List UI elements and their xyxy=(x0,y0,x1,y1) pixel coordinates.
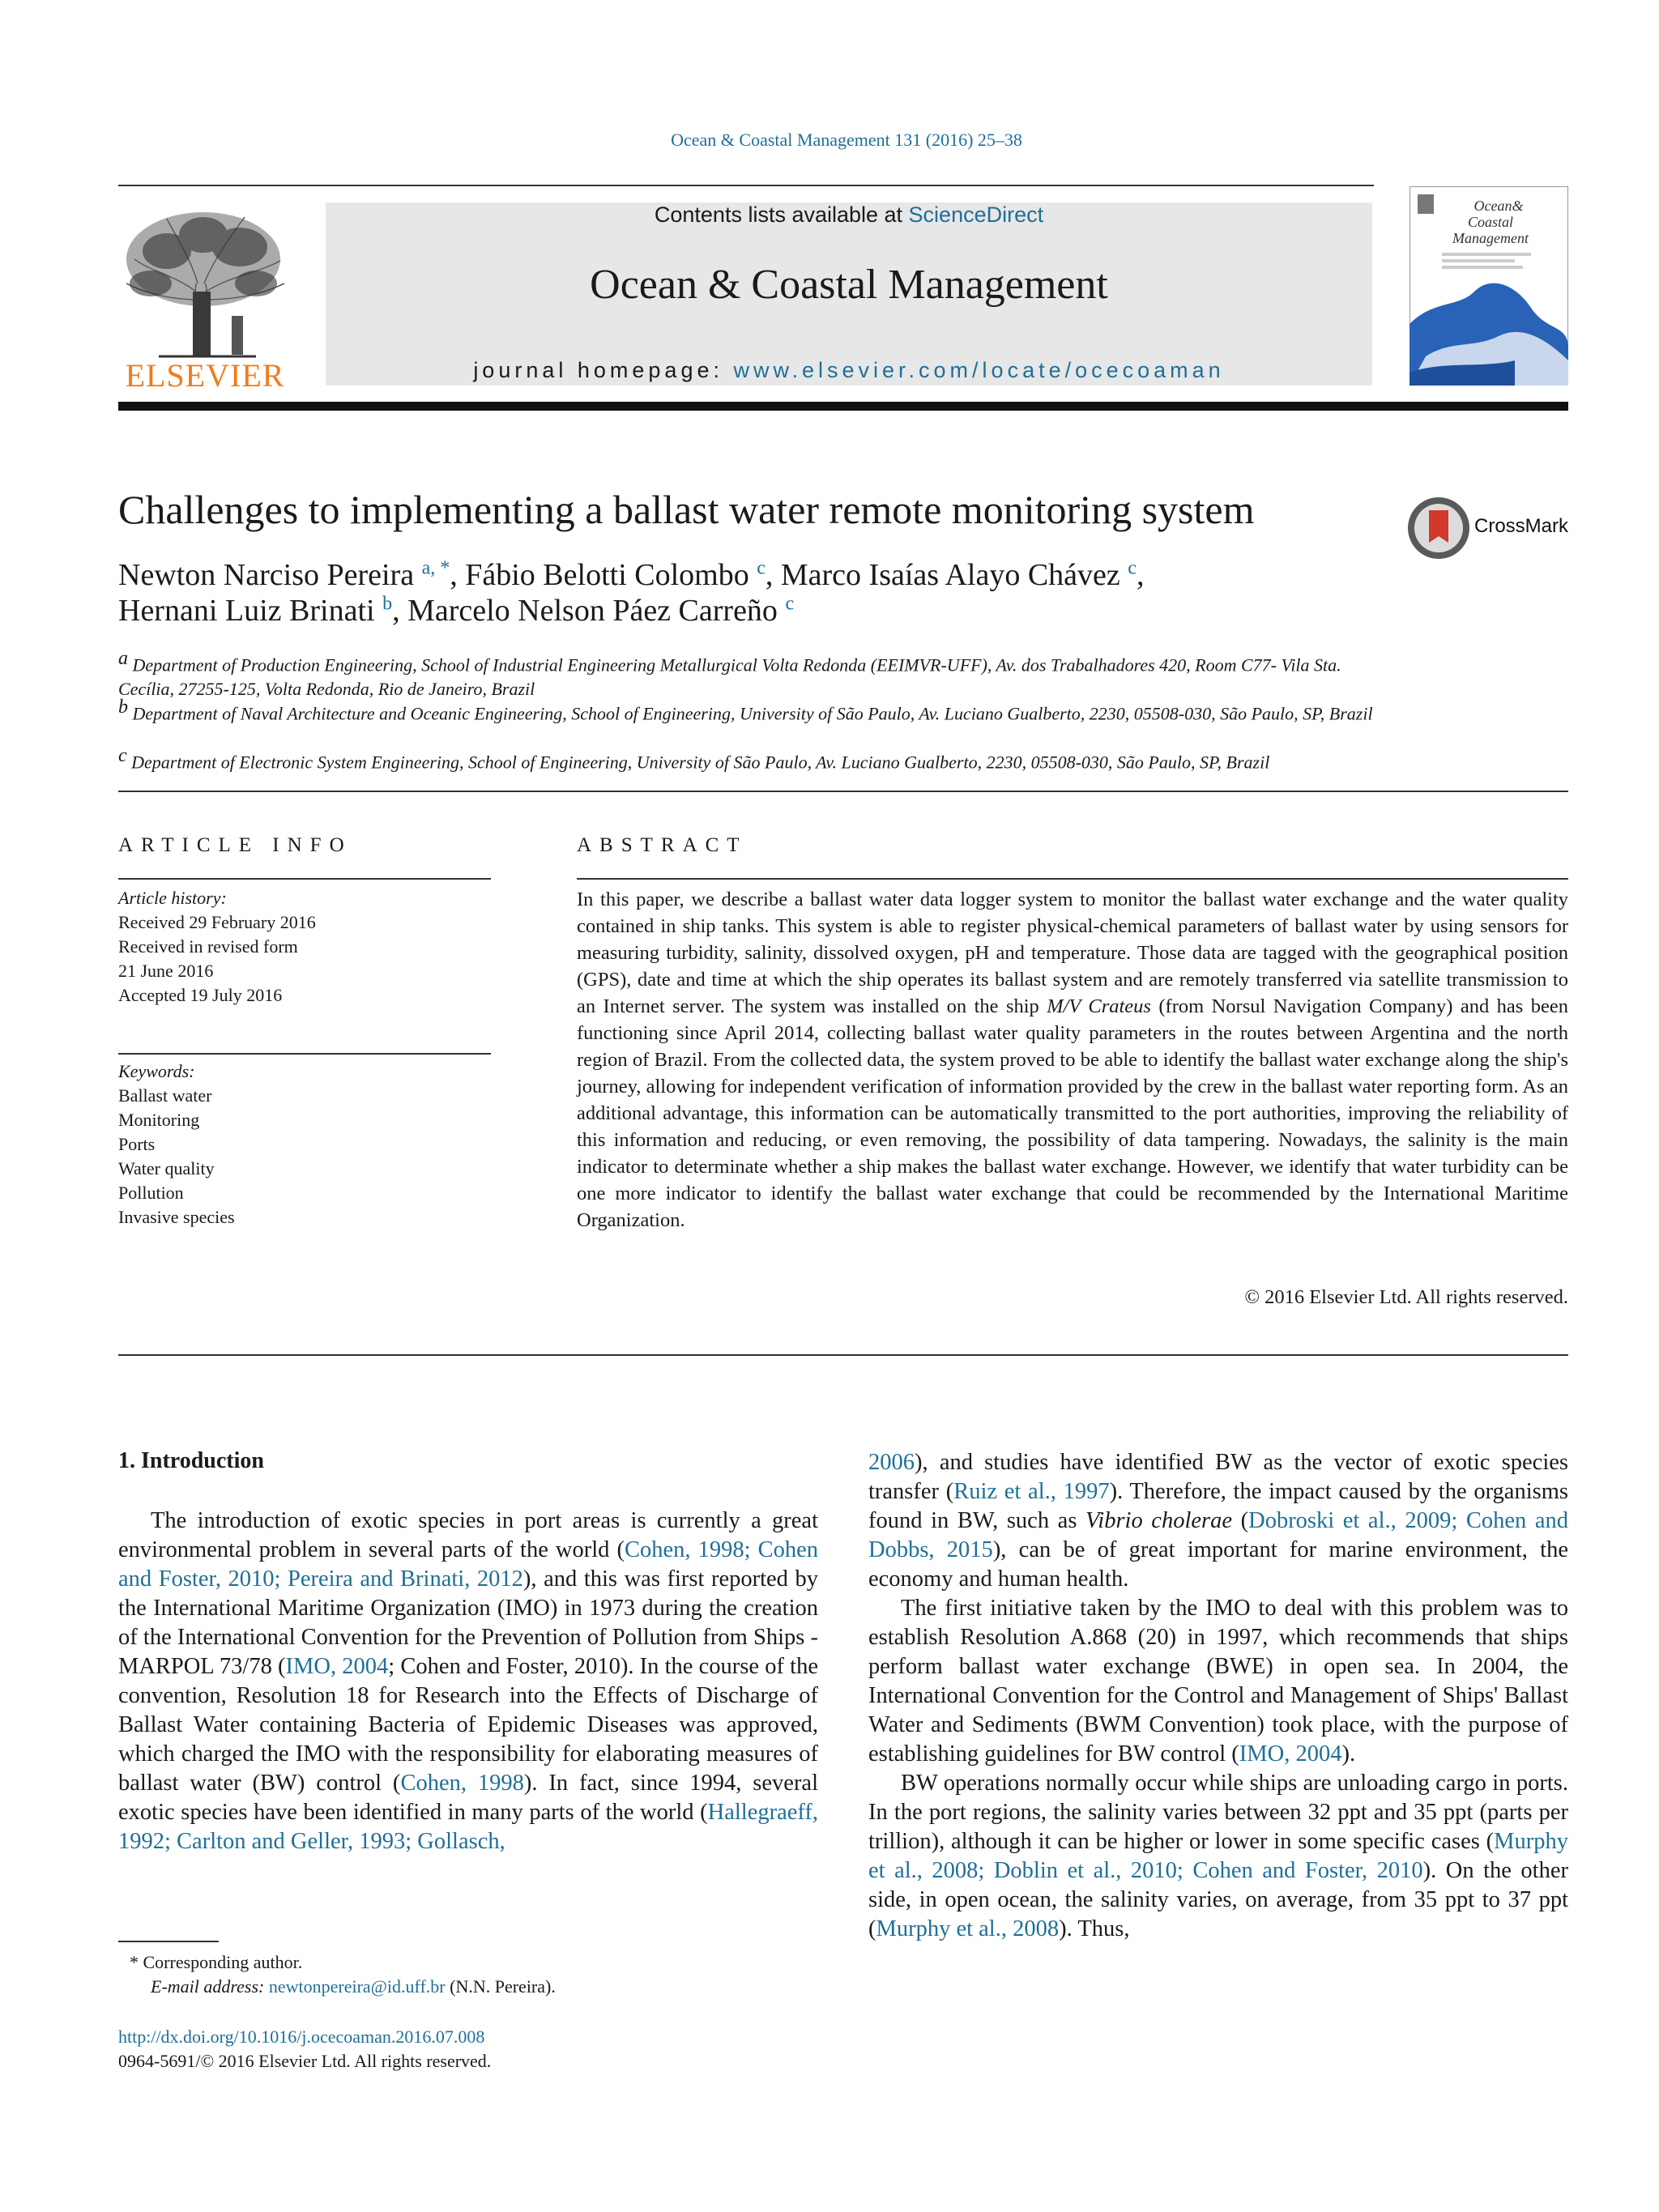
svg-text:Management: Management xyxy=(1452,230,1529,246)
section-rule xyxy=(118,791,1568,792)
citation-link[interactable]: Cohen, 1998 xyxy=(400,1771,524,1796)
svg-text:Ocean&: Ocean& xyxy=(1473,198,1524,214)
contents-available-line: Contents lists available at ScienceDirect xyxy=(654,202,1044,227)
citation-link[interactable]: Ruiz et al., 1997 xyxy=(953,1479,1110,1504)
authors-line-1: Newton Narciso Pereira $^{a, *}$, Fábio Belotti Colombo $^c$, Marco Isaías Alayo Chávez $^c$, xyxy=(118,557,1145,592)
citation-link[interactable]: Murphy et al., 2008; Doblin et al., 2010; Cohen and Foster, 2010 xyxy=(868,1829,1568,1883)
citation-link[interactable]: 2006 xyxy=(868,1450,915,1475)
abstract-copyright: © 2016 Elsevier Ltd. All rights reserved. xyxy=(1244,1286,1568,1308)
author-name[interactable]: Newton Narciso Pereira xyxy=(118,558,415,592)
citation-link[interactable]: Dobroski et al., 2009; Cohen and Dobbs, 2015 xyxy=(868,1508,1568,1562)
author-name[interactable]: Hernani Luiz Brinati xyxy=(118,594,375,628)
keyword-item: Invasive species xyxy=(118,1207,235,1227)
abstract-text: In this paper, we describe a ballast water data logger system to monitor the ballast water exchange and the water quality contained in ship tanks. This system is able to register physical-chemical parameters of ballast water by using sensors for measuring turbidity, salinity, dissolved oxygen, pH and temperature. Those data are tagged with the geographical position (GPS), date and time at which the ship operates its ballast system and are remotely transferred via satellite transmission to an Internet server. The system was installed on the ship M/V Crateus (from Norsul Navigation Company) and has been functioning since April 2014, collecting ballast water quality parameters in the routes between Argentina and the north region of Brazil. From the collected data, the system proved to be able to identify the ballast water exchange along the ship's journey, allowing for independent verification of information provided by the crew in the ballast water reporting form. As an additional advantage, this information can be automatically transmitted to the port authorities, improving the reliability of this information and reducing, or even removing, the possibility of data tampering. Nowadays, the salinity is the main indicator to determinate whether a ship makes the ballast water exchange. However, we identify that water turbidity can be one more indicator to identify the ballast water exchange that could be recommended by the International Maritime Organization. xyxy=(577,889,1568,1231)
history-item: Accepted 19 July 2016 xyxy=(118,985,283,1005)
citation-link[interactable]: Hallegraeff, 1992; Carlton and Geller, 1993; Gollasch, xyxy=(118,1800,818,1854)
citation-link[interactable]: IMO, 2004 xyxy=(1239,1741,1342,1767)
author-affiliation-mark[interactable]: c xyxy=(757,557,766,579)
author-name[interactable]: Marcelo Nelson Páez Carreño xyxy=(407,594,778,628)
article-history xyxy=(118,886,316,1008)
journal-title: Ocean & Coastal Management xyxy=(590,262,1108,308)
footnote-rule xyxy=(118,1941,219,1942)
citation-link[interactable]: Murphy et al., 2008 xyxy=(876,1916,1060,1941)
journal-citation-link[interactable]: Ocean & Coastal Management 131 (2016) 25–38 xyxy=(671,130,1022,150)
article-info-heading: ARTICLE INFO xyxy=(118,834,352,856)
affiliation-a: $^a$ Department of Production Engineering, School of Industrial Engineering Metallurgical Volta Redonda (EEIMVR-UFF), Av. dos Trabalhadores 420, Room C77- Vila Sta. Cecília, 27255-125, Volta Redonda, Rio de Janeiro, Brazil xyxy=(118,648,1341,700)
email-note: E-mail address: newtonpereira@id.uff.br (N.N. Pereira). xyxy=(151,1976,556,1997)
history-item: 21 June 2016 xyxy=(118,961,214,981)
authors-line-2: Hernani Luiz Brinati $^b$, Marcelo Nelson Páez Carreño $^c$ xyxy=(118,593,795,628)
keyword-item: Pollution xyxy=(118,1183,184,1203)
author-affiliation-mark[interactable]: a, * xyxy=(421,557,450,579)
journal-cover-image xyxy=(1410,186,1568,386)
crossmark-label: CrossMark xyxy=(1474,515,1569,537)
doi-link[interactable]: http://dx.doi.org/10.1016/j.ocecoaman.2016.07.008 xyxy=(118,2027,485,2047)
keyword-item: Ballast water xyxy=(118,1085,212,1106)
author-affiliation-mark[interactable]: c xyxy=(785,593,795,615)
author-name[interactable]: Marco Isaías Alayo Chávez xyxy=(780,558,1120,592)
body-column-right xyxy=(868,1448,1568,1944)
body-paragraph: 2006), and studies have identified BW as the vector of exotic species transfer (Ruiz et al., 1997). Therefore, the impact caused by the organisms found in BW, such as Vibrio cholerae (Dobroski et al., 2009; Cohen and Dobbs, 2015), can be of great important for marine environment, the economy and human health. xyxy=(868,1450,1568,1592)
issn-line: 0964-5691/© 2016 Elsevier Ltd. All rights reserved. xyxy=(118,2051,492,2071)
affiliation-b: $^b$ Department of Naval Architecture and Oceanic Engineering, School of Engineering, University of São Paulo, Av. Luciano Gualberto, 2230, 05508-030, São Paulo, SP, Brazil xyxy=(118,697,1373,724)
paper-title: Challenges to implementing a ballast water remote monitoring system xyxy=(118,487,1255,532)
citation-link[interactable]: IMO, 2004 xyxy=(285,1654,389,1679)
journal-homepage-line: journal homepage: www.elsevier.com/locate/ocecoaman xyxy=(473,358,1225,382)
body-paragraph: The first initiative taken by the IMO to deal with this problem was to establish Resolution A.868 (20) in 1997, which recommends that ships perform ballast water exchange (BWE) in open sea. In 2004, the International Convention for the Control and Management of Ships' Ballast Water and Sediments (BWM Convention) took place, with the purpose of establishing guidelines for BW control (IMO, 2004). xyxy=(868,1596,1568,1767)
header-thick-rule xyxy=(118,402,1568,411)
author-affiliation-mark[interactable]: b xyxy=(382,593,393,615)
author-affiliation-mark[interactable]: c xyxy=(1128,557,1137,579)
email-link[interactable]: newtonpereira@id.uff.br xyxy=(268,1976,446,1997)
body-paragraph: BW operations normally occur while ships are unloading cargo in ports. In the port regions, the salinity varies between 32 ppt and 35 ppt (parts per trillion), although it can be higher or lower in some specific cases (Murphy et al., 2008; Doblin et al., 2010; Cohen and Foster, 2010). On the other side, in open ocean, the salinity varies, on average, from 35 ppt to 37 ppt (Murphy et al., 2008). Thus, xyxy=(868,1771,1568,1941)
corresponding-author-note: * Corresponding author. xyxy=(130,1952,303,1972)
abstract-bottom-rule xyxy=(118,1354,1568,1356)
citation-link[interactable]: Cohen, 1998; Cohen and Foster, 2010; Pereira and Brinati, 2012 xyxy=(118,1537,818,1592)
sciencedirect-link[interactable]: ScienceDirect xyxy=(908,202,1044,227)
keyword-item: Ports xyxy=(118,1134,156,1154)
history-item: Received 29 February 2016 xyxy=(118,912,316,932)
history-item: Received in revised form xyxy=(118,936,298,957)
keywords-list xyxy=(118,1059,235,1230)
affiliation-c: $^c$ Department of Electronic System Engineering, School of Engineering, University of São Paulo, Av. Luciano Gualberto, 2230, 05508-030, São Paulo, SP, Brazil xyxy=(118,745,1270,773)
abstract-heading: ABSTRACT xyxy=(577,834,748,856)
body-paragraph: The introduction of exotic species in port areas is currently a great environmental problem in several parts of the world (Cohen, 1998; Cohen and Foster, 2010; Pereira and Brinati, 2012), and this was first reported by the International Maritime Organization (IMO) in 1973 during the creation of the International Convention for the Prevention of Pollution from Ships - MARPOL 73/78 (IMO, 2004; Cohen and Foster, 2010). In the course of the convention, Resolution 18 for Research into the Effects of Discharge of Ballast Water containing Bacteria of Epidemic Diseases was approved, which charged the IMO with the responsibility for elaborating measures of ballast water (BW) control (Cohen, 1998). In fact, since 1994, several exotic species have been identified in many parts of the world (Hallegraeff, 1992; Carlton and Geller, 1993; Gollasch, xyxy=(118,1508,819,1854)
keywords-label: Keywords: xyxy=(118,1061,195,1081)
keyword-item: Water quality xyxy=(118,1158,215,1178)
elsevier-wordmark: ELSEVIER xyxy=(125,357,285,394)
article-info-rule xyxy=(118,878,491,880)
header-rule xyxy=(118,185,1374,186)
body-column-left xyxy=(118,1507,818,1856)
section-heading-introduction: 1. Introduction xyxy=(118,1448,264,1473)
abstract-rule xyxy=(577,878,1568,880)
history-label: Article history: xyxy=(118,888,227,908)
author-name[interactable]: Fábio Belotti Colombo xyxy=(465,558,749,592)
journal-homepage-link[interactable]: www.elsevier.com/locate/ocecoaman xyxy=(733,358,1225,382)
keyword-item: Monitoring xyxy=(118,1110,200,1130)
svg-text:Coastal: Coastal xyxy=(1467,214,1514,230)
keywords-rule xyxy=(118,1053,491,1055)
